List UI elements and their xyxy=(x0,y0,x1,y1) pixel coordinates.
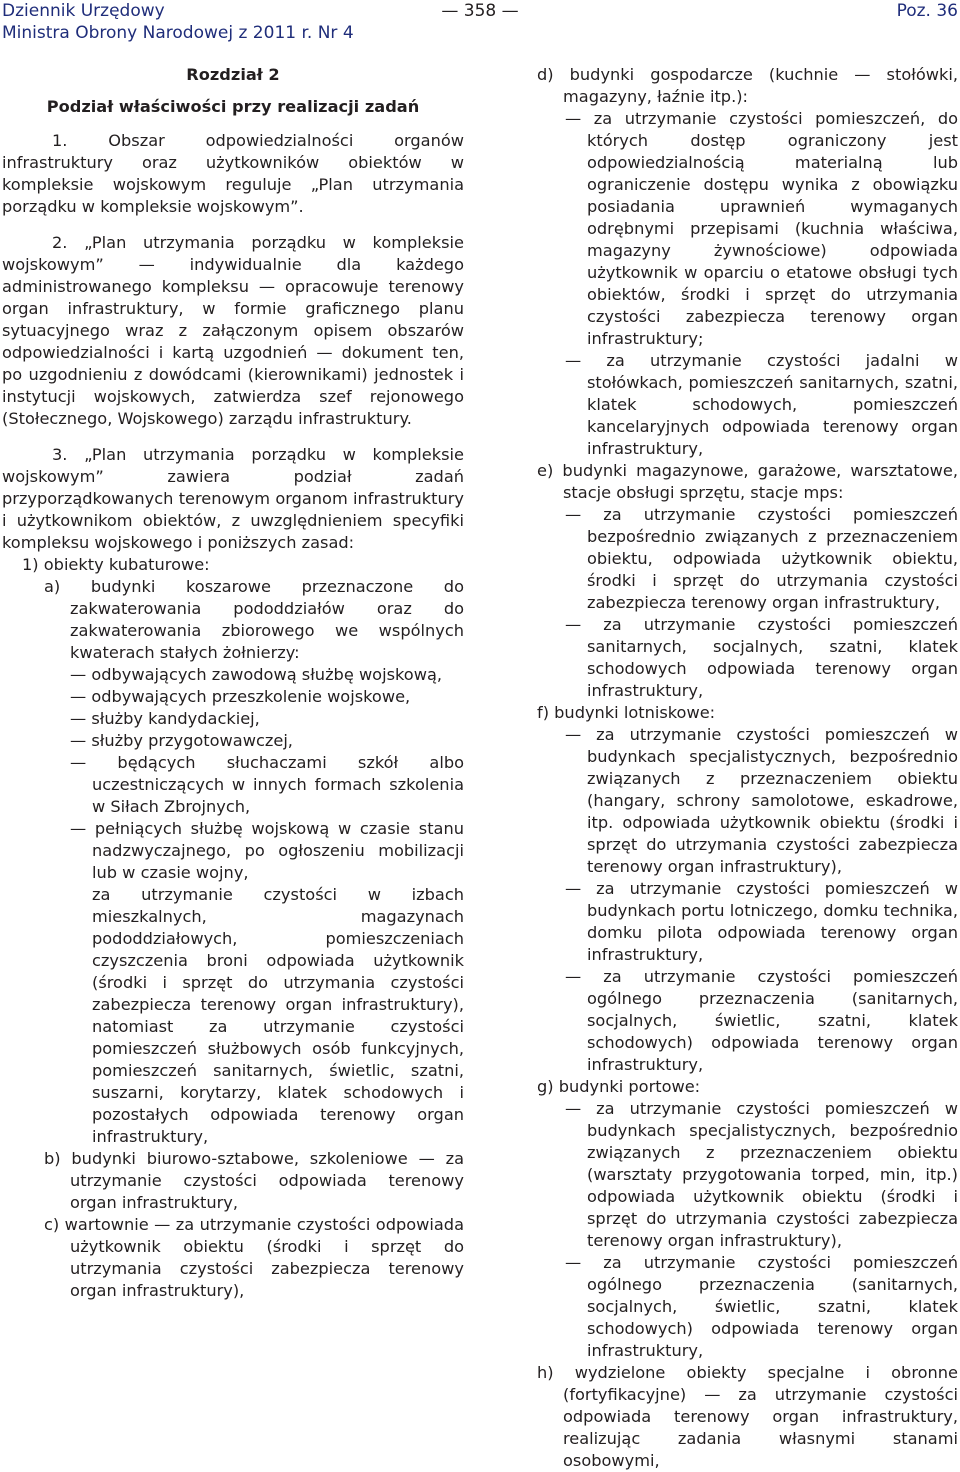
list-item-h: h) wydzielone obiekty specjalne i obronne (fortyfikacyjne) — za utrzymanie czystości odpowiada terenowy organ infrastruktury, realizując zadania własnymi stanami osobowymi, xyxy=(537,1363,958,1470)
list-item-1: 1) obiekty kubaturowe: xyxy=(22,555,210,574)
list-item-g: g) budynki portowe: xyxy=(537,1077,701,1096)
page-header xyxy=(0,0,960,44)
right-column xyxy=(537,64,958,1472)
dash-item: — służby przygotowawczej, xyxy=(70,731,293,750)
dash-item: — za utrzymanie czystości pomieszczeń, do których dostęp ograniczony jest odpowiedzialnością materialną lub ograniczenie dostępu wynika z obowiązku posiadania uprawnień wymaganych odrębnymi przepisami (kuchnia właściwa, magazyny żywnościowe) odpowiada użytkownik w oparciu o etatowe obsługi tych obiektów, środki i sprzęt do utrzymania czystości zabezpiecza terenowy organ infrastruktury; xyxy=(565,109,958,348)
left-column xyxy=(2,64,464,1302)
dash-item: — za utrzymanie czystości pomieszczeń ogólnego przeznaczenia (sanitarnych, socjalnych, świetlic, szatni, klatek schodowych) odpowiada terenowy organ infrastruktury, xyxy=(565,967,958,1074)
list-item-f: f) budynki lotniskowe: xyxy=(537,703,716,722)
dash-item: — służby kandydackiej, xyxy=(70,709,260,728)
chapter-number: Rozdział 2 xyxy=(186,65,280,84)
paragraph-2: 2. „Plan utrzymania porządku w kompleksie wojskowym” — indywidualnie dla każdego administrowanego kompleksu — opracowuje terenowy organ infrastruktury, w formie graficznego planu sytuacyjnego wraz z załączonym opisem obszarów odpowiedzialności i kartą uzgodnień — dokument ten, po uzgodnieniu z dowódcami (kierownikami) jednostek i instytucji wojskowych, zatwierdza szef rejonowego (Stołecznego, Wojskowego) zarządu infrastruktury. xyxy=(2,233,464,428)
dash-item: — odbywających zawodową służbę wojskową, xyxy=(70,665,443,684)
dash-item: — za utrzymanie czystości pomieszczeń w budynkach specjalistycznych, bezpośrednio związanych z przeznaczeniem obiektu (warsztaty przygotowania torped, min, itp.) odpowiada użytkownik obiektu (środki i sprzęt do utrzymania czystości zabezpieczа terenowy organ infrastruktury), xyxy=(565,1099,958,1250)
dash-item: — za utrzymanie czystości pomieszczeń w budynkach specjalistycznych, bezpośrednio związanych z przeznaczeniem obiektu (hangary, schrony samolotowe, eskadrowe, itp. odpowiada użytkownik obiektu (środki i sprzęt do utrzymania czystości zabezpiecza terenowy organ infrastruktury), xyxy=(565,725,958,876)
chapter-title: Podział właściwości przy realizacji zadań xyxy=(46,97,420,116)
paragraph-3: 3. „Plan utrzymania porządku w kompleksie wojskowym” zawiera podział zadań przyporządkowanych terenowym organom infrastruktury i użytkownikom obiektów, z uwzględnieniem specyfiki kompleksu wojskowego i poniższych zasad: xyxy=(2,445,464,552)
dash-item: — odbywających przeszkolenie wojskowe, xyxy=(70,687,411,706)
dash-item: — za utrzymanie czystości jadalni w stołówkach, pomieszczeń sanitarnych, szatni, klatek schodowych, pomieszczeń kancelaryjnych odpowiada terenowy organ infrastruktury, xyxy=(565,351,958,458)
dash-item: — za utrzymanie czystości pomieszczeń sanitarnych, socjalnych, szatni, klatek schodowych odpowiada terenowy organ infrastruktury, xyxy=(565,615,958,700)
list-item-c: c) wartownie — za utrzymanie czystości odpowiada użytkownik obiektu (środki i sprzęt do utrzymania czystości zabezpiecza terenowy organ infrastruktury), xyxy=(44,1215,464,1300)
list-item-a: a) budynki koszarowe przeznaczone do zakwaterowania pododdziałów oraz do zakwaterowania zbiorowego we wspólnych kwaterach stałych żołnierzy: xyxy=(44,577,464,662)
position-number: Poz. 36 xyxy=(896,1,958,21)
list-item-e: e) budynki magazynowe, garażowe, warsztatowe, stacje obsługi sprzętu, stacje mps: xyxy=(537,461,958,502)
dash-item: — za utrzymanie czystości pomieszczeń ogólnego przeznaczenia (sanitarnych, socjalnych, świetlic, szatni, klatek schodowych) odpowiada terenowy organ infrastruktury, xyxy=(565,1253,958,1360)
paragraph-1: 1. Obszar odpowiedzialności organów infrastruktury oraz użytkowników obiektów w kompleksie wojskowym reguluje „Plan utrzymania porządku w kompleksie wojskowym”. xyxy=(2,131,464,216)
list-item-d: d) budynki gospodarcze (kuchnie — stołówki, magazyny, łaźnie itp.): xyxy=(537,65,958,106)
item-a-continuation: za utrzymanie czystości w izbach mieszkalnych, magazynach pododdziałowych, pomieszczeniach czyszczenia broni odpowiada użytkownik (środki i sprzęt do utrzymania czystości zabezpiecza terenowy organ infrastruktury), natomiast za utrzymanie czystości pomieszczeń służbowych osób funkcyjnych, pomieszczeń sanitarnych, świetlic, szatni, suszarni, korytarzy, klatek schodowych i pozostałych odpowiada terenowy organ infrastruktury, xyxy=(92,885,464,1146)
dash-item: — za utrzymanie czystości pomieszczeń bezpośrednio związanych z przeznaczeniem obiektu, odpowiada użytkownik obiektu, środki i sprzęt do utrzymania czystości zabezpiecza terenowy organ infrastruktury, xyxy=(565,505,958,612)
dash-item: — za utrzymanie czystości pomieszczeń w budynkach portu lotniczego, domku technika, domku pilota odpowiada terenowy organ infrastruktury, xyxy=(565,879,958,964)
dash-item: — pełniących służbę wojskową w czasie stanu nadzwyczajnego, po ogłoszeniu mobilizacji lub w czasie wojny, xyxy=(70,819,464,882)
ministry-line: Ministra Obrony Narodowej z 2011 r. Nr 4 xyxy=(2,23,354,43)
list-item-b: b) budynki biurowo-sztabowe, szkoleniowe — za utrzymanie czystości odpowiada terenowy organ infrastruktury, xyxy=(44,1149,464,1212)
journal-title: Dziennik Urzędowy xyxy=(2,1,165,21)
dash-item: — będących słuchaczami szkół albo uczestniczących w innych formach szkolenia w Siłach Zbrojnych, xyxy=(70,753,464,816)
page-number: — 358 — xyxy=(441,1,519,21)
